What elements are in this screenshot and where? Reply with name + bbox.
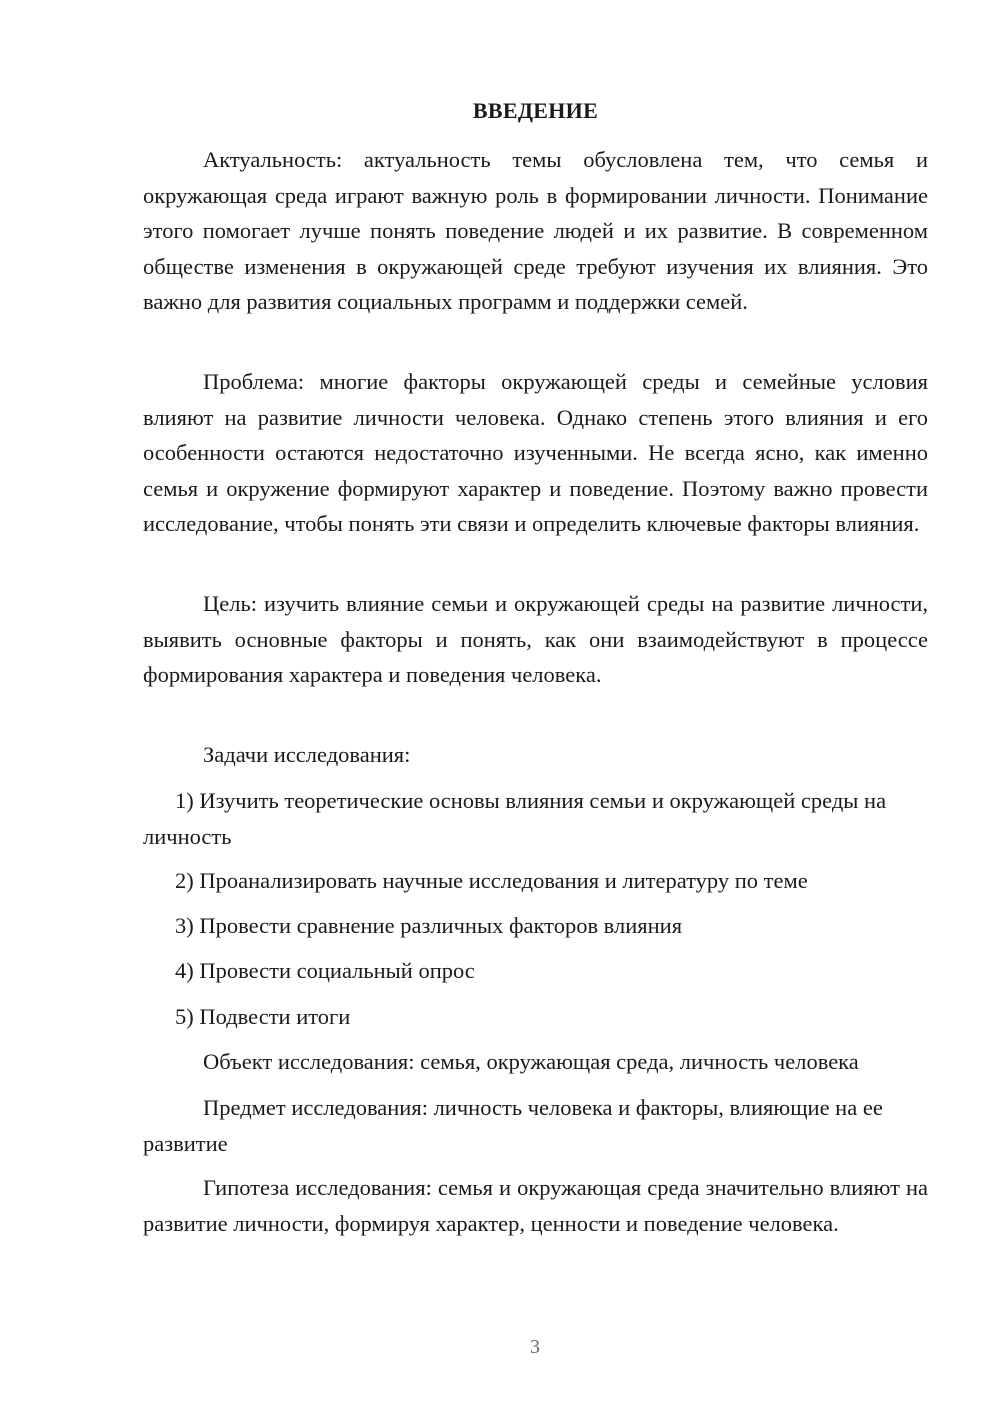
paragraph-problem: Проблема: многие факторы окружающей среды и семейные условия влияют на развитие личности человека. Однако степень этого влияния и его особенности остаются недостаточно изученными. Не всегда ясно, как именно семья и окружение формируют характер и поведение. Поэтому важно провести исследование, чтобы понять эти связи и определить ключевые факторы влияния.: [143, 369, 928, 536]
paragraph-object: Объект исследования: семья, окружающая среда, личность человека: [203, 1049, 859, 1074]
paragraph-goal: Цель: изучить влияние семьи и окружающей среды на развитие личности, выявить основные факторы и понять, как они взаимодействуют в процессе формирования характера и поведения человека.: [143, 591, 928, 687]
task-item-2: 2) Проанализировать научные исследования и литературу по теме: [175, 868, 808, 893]
paragraph-relevance: Актуальность: актуальность темы обусловлена тем, что семья и окружающая среда играют важную роль в формировании личности. Понимание этого помогает лучше понять поведение людей и их развитие. В современном обществе изменения в окружающей среде требуют изучения их влияния. Это важно для развития социальных программ и поддержки семей.: [143, 147, 928, 314]
page-title: ВВЕДЕНИЕ: [472, 98, 599, 123]
task-item-5: 5) Подвести итоги: [175, 1004, 351, 1029]
paragraph-subject: Предмет исследования: личность человека и факторы, влияющие на ее развитие: [143, 1095, 883, 1156]
task-item-4: 4) Провести социальный опрос: [175, 958, 475, 983]
page-number: 3: [530, 1336, 540, 1358]
task-item-1: 1) Изучить теоретические основы влияния семьи и окружающей среды на личность: [143, 788, 887, 849]
paragraph-hypothesis: Гипотеза исследования: семья и окружающая среда значительно влияют на развитие личности, формируя характер, ценности и поведение человека.: [143, 1175, 928, 1236]
tasks-title: Задачи исследования:: [203, 742, 411, 767]
task-item-3: 3) Провести сравнение различных факторов влияния: [175, 913, 683, 938]
